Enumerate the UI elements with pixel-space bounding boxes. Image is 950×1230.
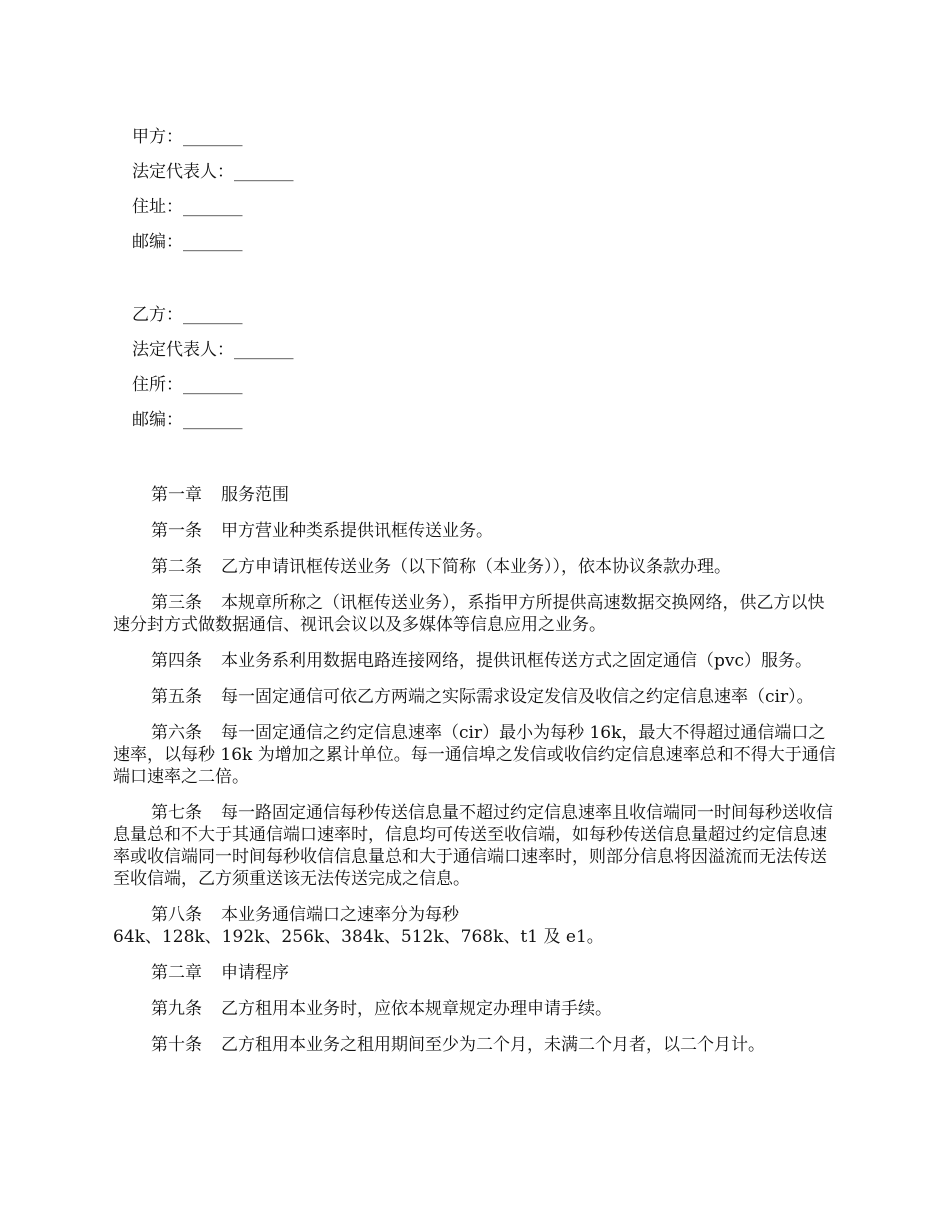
article-4: [113, 650, 841, 672]
article-9-text: 乙方租用本业务时，应依本规章规定办理申请手续。: [221, 999, 612, 1019]
article-8-rates: 64k、128k、192k、256k、384k、512k、768k、t1 及 e1。: [113, 927, 604, 947]
party-a-representative: 法定代表人：_______: [132, 162, 294, 182]
article-6: [113, 722, 841, 788]
chapter-2-heading: [113, 962, 841, 984]
chapter-1-heading: [113, 484, 841, 506]
chapter-1-label: 第一章: [151, 485, 202, 505]
party-a-address: 住址：_______: [132, 197, 243, 217]
article-5-label: 第五条: [151, 687, 202, 707]
article-2-text: 乙方申请讯框传送业务（以下简称（本业务）），依本协议条款办理。: [221, 557, 731, 577]
spacer: [113, 444, 841, 484]
spacer: [113, 266, 841, 304]
article-7-text: 每一路固定通信每秒传送信息量不超过约定信息速率且收信端同一时间每秒送收信息量总和不大于其通信端口速率时，信息均可传送至收信端，如每秒传送信息量超过约定信息速率或收信端同一时间每秒收信信息量总和大于通信端口速率时，则部分信息将因溢流而无法传送至收信端，乙方须重送该无法传送完成之信息。: [113, 803, 833, 889]
chapter-2-label: 第二章: [151, 963, 202, 983]
party-b-block: [113, 304, 841, 431]
article-5: [113, 686, 841, 708]
article-5-text: 每一固定通信可依乙方两端之实际需求设定发信及收信之约定信息速率（cir）。: [221, 687, 814, 707]
article-1-label: 第一条: [151, 521, 202, 541]
article-6-label: 第六条: [151, 723, 202, 743]
article-10: [113, 1034, 841, 1056]
party-a-postcode: 邮编：_______: [132, 232, 243, 252]
article-10-text: 乙方租用本业务之租用期间至少为二个月，未满二个月者，以二个月计。: [221, 1035, 765, 1055]
article-9-label: 第九条: [151, 999, 202, 1019]
article-4-label: 第四条: [151, 651, 202, 671]
article-3: [113, 592, 841, 636]
party-b-postcode: 邮编：_______: [132, 410, 243, 430]
article-8: [113, 904, 841, 948]
party-a-block: [113, 126, 841, 253]
article-9: [113, 998, 841, 1020]
contract-body: [113, 126, 841, 1070]
article-1: [113, 520, 841, 542]
chapter-2-title: 申请程序: [221, 963, 289, 983]
party-b-name: 乙方：_______: [132, 305, 243, 325]
article-3-label: 第三条: [151, 593, 202, 613]
article-10-label: 第十条: [151, 1035, 202, 1055]
party-b-representative: 法定代表人：_______: [132, 340, 294, 360]
article-7: [113, 802, 841, 890]
article-6-text: 每一固定通信之约定信息速率（cir）最小为每秒 16k，最大不得超过通信端口之速率，以每秒 16k 为增加之累计单位。每一通信埠之发信或收信约定信息速率总和不得大于通信端口速率之二倍。: [113, 723, 836, 787]
article-8-text: 本业务通信端口之速率分为每秒: [221, 905, 459, 925]
article-7-label: 第七条: [151, 803, 202, 823]
article-8-label: 第八条: [151, 905, 202, 925]
article-4-text: 本业务系利用数据电路连接网络，提供讯框传送方式之固定通信（pvc）服务。: [221, 651, 813, 671]
article-3-text: 本规章所称之（讯框传送业务），系指甲方所提供高速数据交换网络，供乙方以快速分封方式做数据通信、视讯会议以及多媒体等信息应用之业务。: [113, 593, 825, 635]
chapter-1-title: 服务范围: [221, 485, 289, 505]
article-1-text: 甲方营业种类系提供讯框传送业务。: [221, 521, 493, 541]
article-2: [113, 556, 841, 578]
party-a-name: 甲方：_______: [132, 127, 243, 147]
article-2-label: 第二条: [151, 557, 202, 577]
party-b-address: 住所：_______: [132, 375, 243, 395]
